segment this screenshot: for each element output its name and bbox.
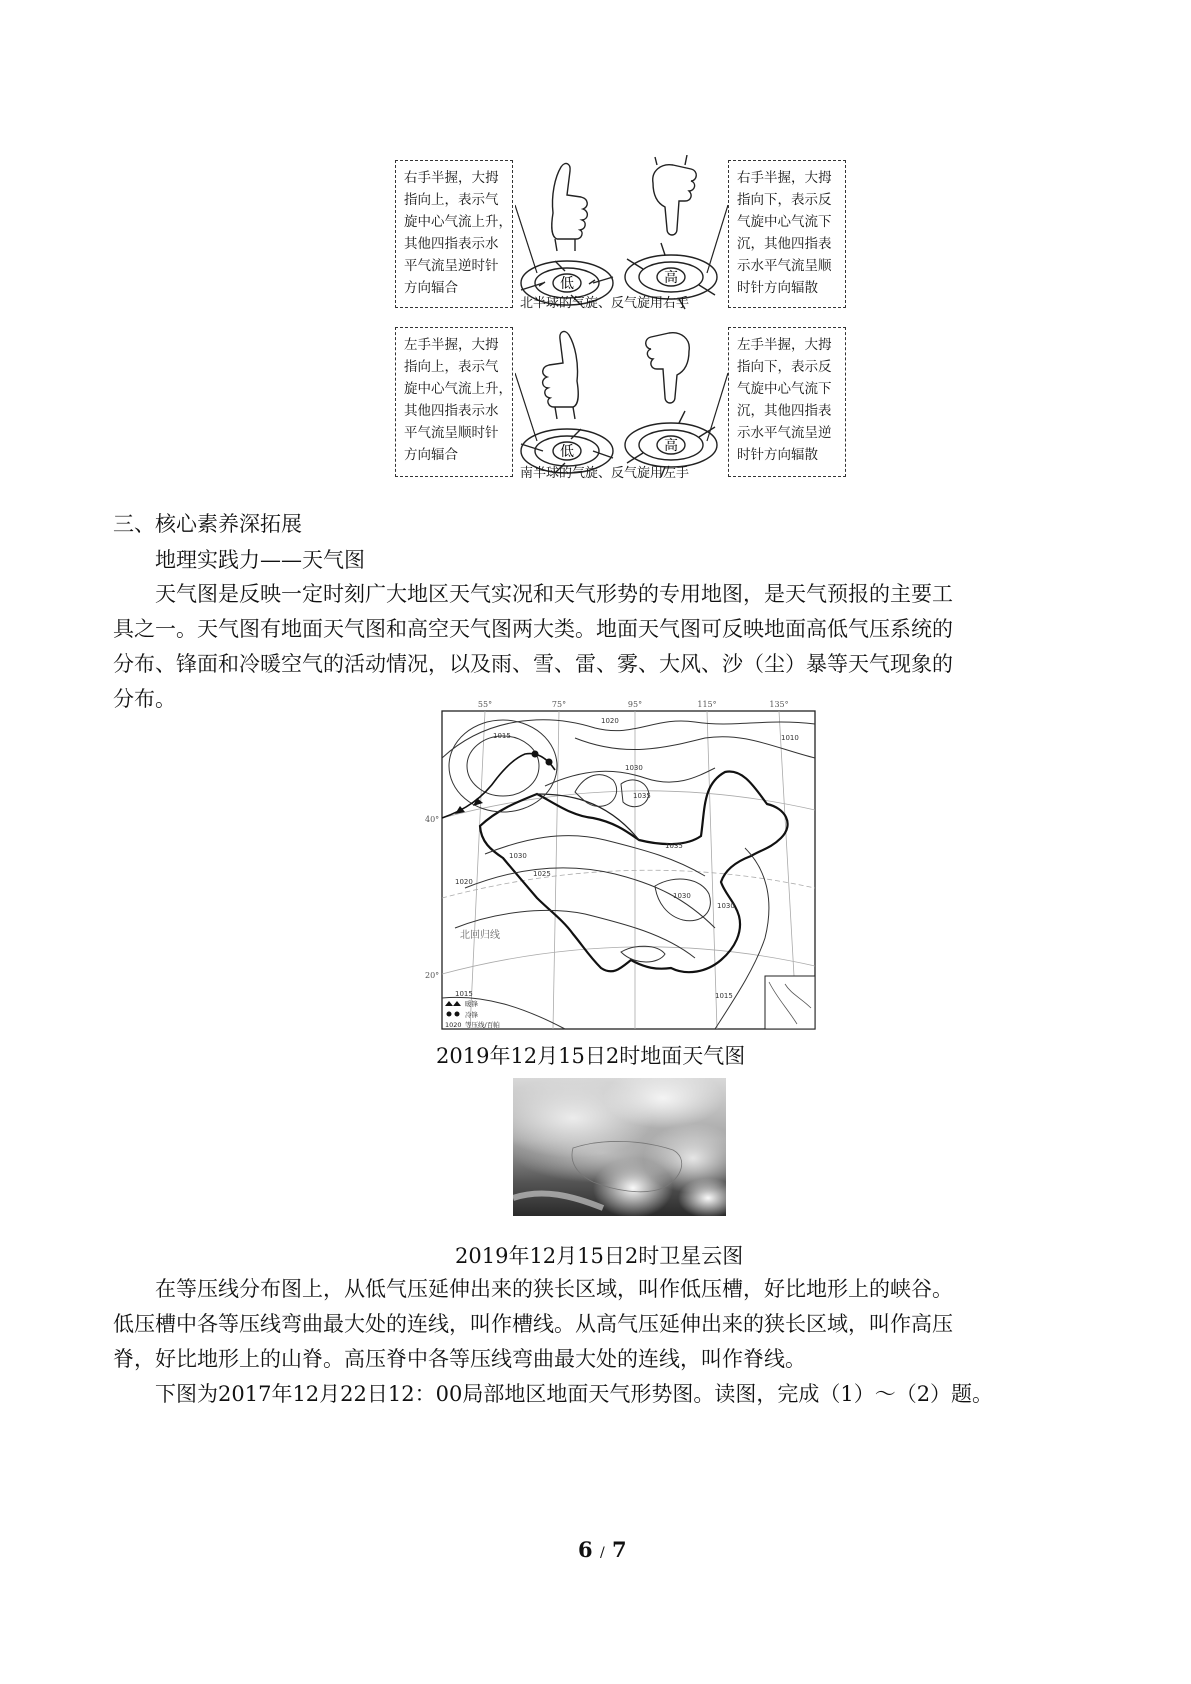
weather-map-caption: 2019年12月15日2时地面天气图 — [436, 1044, 746, 1068]
north-caption: 北半球的气旋、反气旋用右手 — [520, 296, 690, 311]
satellite-caption: 2019年12月15日2时卫星云图 — [455, 1244, 744, 1268]
svg-text:75°: 75° — [551, 700, 567, 709]
svg-text:20°: 20° — [425, 971, 440, 980]
left-thumb-up-hand-icon — [543, 332, 579, 419]
satellite-coastline — [513, 1078, 726, 1216]
left-thumb-down-hand-icon — [646, 333, 690, 403]
south-right-note-box: 左手半握，大拇 指向下，表示反 气旋中心气流下 沉，其他四指表 示水平气流呈逆 时针方向辐散 — [728, 327, 846, 477]
svg-text:40°: 40° — [425, 815, 440, 824]
svg-text:1030: 1030 — [673, 892, 691, 900]
svg-text:1010: 1010 — [781, 734, 799, 742]
svg-text:1015: 1015 — [493, 732, 511, 740]
svg-text:北回归线: 北回归线 — [460, 930, 500, 941]
south-caption: 南半球的气旋、反气旋用左手 — [520, 466, 690, 481]
svg-text:1015: 1015 — [715, 992, 733, 1000]
svg-text:115°: 115° — [697, 700, 717, 709]
south-cyclone-diagram — [515, 323, 728, 483]
svg-text:1020: 1020 — [455, 878, 473, 886]
section-heading: 三、核心素养深拓展 — [113, 512, 302, 536]
svg-text:1035: 1035 — [633, 792, 651, 800]
thumb-down-hand-icon — [653, 155, 697, 235]
svg-text:1025: 1025 — [533, 870, 551, 878]
surface-weather-map — [425, 698, 820, 1033]
svg-text:135°: 135° — [769, 700, 789, 709]
svg-text:55°: 55° — [477, 700, 493, 709]
cyclone-hand-rule-figure — [395, 155, 850, 485]
south-left-note-box: 左手半握，大拇 指向上，表示气 旋中心气流上升， 其他四指表示水 平气流呈顺时针 方向辐合 — [395, 327, 513, 477]
svg-text:95°: 95° — [627, 700, 643, 709]
satellite-cloud-image — [513, 1078, 726, 1216]
north-high-label: 高 — [664, 270, 678, 286]
intro-paragraph: 天气图是反映一定时刻广大地区天气实况和天气形势的专用地图，是天气预报的主要工 具之一。天气图有地面天气图和高空天气图两大类。地面天气图可反映地面高低气压系统的 分布、锋面和冷暖空气的活动情况，以及雨、雪、雷、雾、大风、沙（尘）暴等天气现象的 分布。 — [113, 582, 953, 711]
north-cyclone-diagram — [515, 155, 728, 315]
thumb-up-hand-icon — [552, 164, 588, 251]
svg-text:1020: 1020 — [601, 717, 619, 725]
page-number: 6 / 7 — [578, 1537, 627, 1562]
trough-ridge-paragraph: 在等压线分布图上，从低气压延伸出来的狭长区域，叫作低压槽，好比地形上的峡谷。 低压槽中各等压线弯曲最大处的连线，叫作槽线。从高气压延伸出来的狭长区域，叫作高压 脊，好比地形上的山脊。高压脊中各等压线弯曲最大处的连线，叫作脊线。 下图为2017年12月22日12：00局部地区地面天气形势图。读图，完成（1）～（2）题。 — [113, 1277, 994, 1406]
south-low-label: 低 — [560, 444, 574, 460]
svg-text:等压线/百帕: 等压线/百帕 — [465, 1021, 500, 1029]
svg-text:1030: 1030 — [717, 902, 735, 910]
weather-map-svg — [425, 698, 820, 1033]
svg-text:1020: 1020 — [445, 1021, 462, 1029]
svg-text:暖锋: 暖锋 — [465, 1000, 478, 1008]
svg-text:冷锋: 冷锋 — [465, 1011, 478, 1019]
north-low-label: 低 — [560, 276, 574, 292]
svg-text:1015: 1015 — [455, 990, 473, 998]
south-high-label: 高 — [664, 438, 678, 454]
svg-text:1030: 1030 — [509, 852, 527, 860]
subheading: 地理实践力——天气图 — [155, 548, 365, 572]
north-left-note-box: 右手半握，大拇 指向上，表示气 旋中心气流上升， 其他四指表示水 平气流呈逆时针 方向辐合 — [395, 160, 513, 308]
svg-text:1030: 1030 — [625, 764, 643, 772]
svg-text:1035: 1035 — [665, 842, 683, 850]
north-right-note-box: 右手半握，大拇 指向下，表示反 气旋中心气流下 沉，其他四指表 示水平气流呈顺 时针方向辐散 — [728, 160, 846, 308]
